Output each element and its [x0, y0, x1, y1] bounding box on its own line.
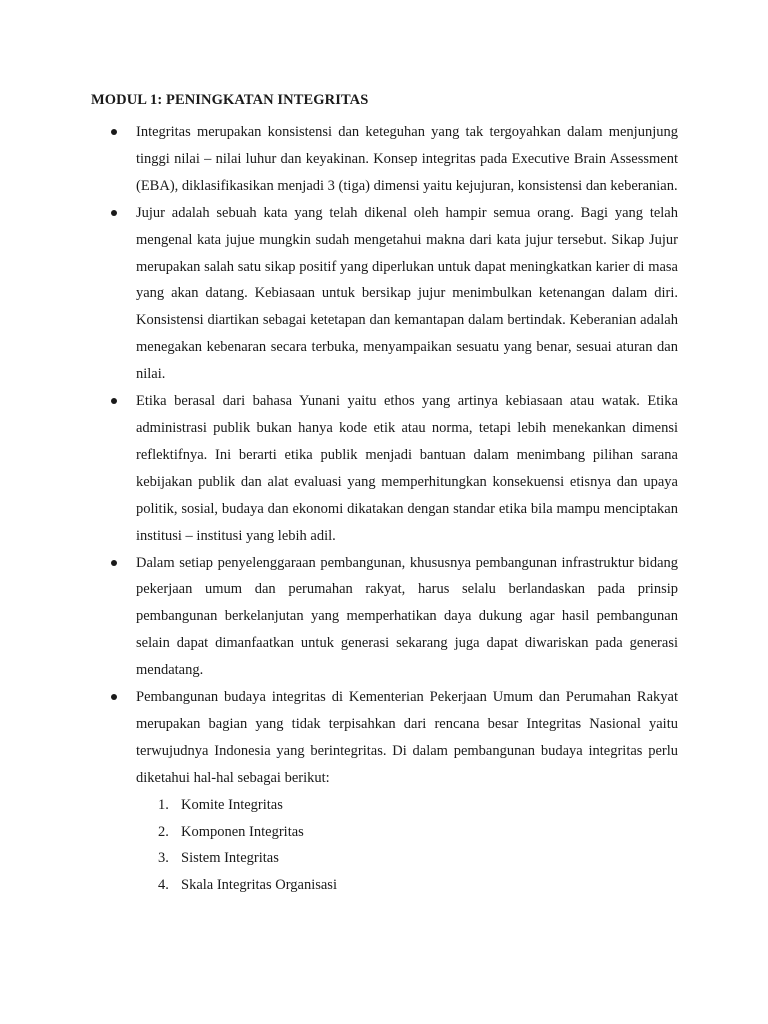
- paragraph-text: Pembangunan budaya integritas di Kementerian Pekerjaan Umum dan Perumahan Rakyat merupakan bagian yang tidak terpisahkan dari rencana besar Integritas Nasional yaitu terwujudnya Indonesia yang berintegritas. Di dalam pembangunan budaya integritas perlu diketahui hal-hal sebagai berikut:: [136, 689, 678, 786]
- bullet-icon: [111, 129, 117, 135]
- numbered-item: [136, 819, 678, 846]
- item-number: 1.: [158, 796, 169, 813]
- bullet-icon: [111, 210, 117, 216]
- list-item: [136, 684, 678, 899]
- bullet-icon: [111, 398, 117, 404]
- paragraph-text: Jujur adalah sebuah kata yang telah dikenal oleh hampir semua orang. Bagi yang telah mengenal kata jujue mungkin sudah mengetahui makna dari kata jujur tersebut. Sikap Jujur merupakan salah satu sikap positif yang diperlukan untuk dapat meningkatkan karier di masa yang akan datang. Kebiasaan untuk bersikap jujur menimbulkan ketenangan dalam diri. Konsistensi diartikan sebagai ketetapan dan kemantapan dalam bertindak. Keberanian adalah menegakan kebenaran secara terbuka, menyampaikan sesuatu yang benar, sesuai aturan dan nilai.: [136, 204, 678, 383]
- paragraph-text: Etika berasal dari bahasa Yunani yaitu ethos yang artinya kebiasaan atau watak. Etika administrasi publik bukan hanya kode etik atau norma, tetapi lebih menekankan dimensi reflektifnya. Ini berarti etika publik menjadi bantuan dalam menimbang pilihan sarana kebijakan publik dan alat evaluasi yang memperhitungkan konsekuensi etisnya dan upaya politik, sosial, budaya dan ekonomi dikatakan dengan standar etika bila mampu menciptakan institusi – institusi yang lebih adil.: [136, 393, 678, 544]
- bullet-list: [0, 119, 768, 899]
- numbered-item: [136, 872, 678, 899]
- bullet-icon: [111, 694, 117, 700]
- item-text: Skala Integritas Organisasi: [181, 877, 337, 894]
- item-text: Sistem Integritas: [181, 850, 279, 867]
- list-item: [136, 200, 678, 388]
- page-title: MODUL 1: PENINGKATAN INTEGRITAS: [91, 92, 369, 108]
- bullet-icon: [111, 560, 117, 566]
- paragraph-text: Dalam setiap penyelenggaraan pembangunan, khususnya pembangunan infrastruktur bidang pekerjaan umum dan perumahan rakyat, harus selalu berlandaskan pada prinsip pembangunan berkelanjutan yang memperhatikan daya dukung agar hasil pembangunan selain dapat dimanfaatkan untuk generasi sekarang juga dapat diwariskan pada generasi mendatang.: [136, 554, 678, 679]
- list-item: [136, 388, 678, 549]
- list-item: [136, 550, 678, 685]
- item-text: Komite Integritas: [181, 796, 283, 813]
- item-number: 2.: [158, 823, 169, 840]
- numbered-list: [136, 792, 678, 900]
- numbered-item: [136, 845, 678, 872]
- paragraph-text: Integritas merupakan konsistensi dan keteguhan yang tak tergoyahkan dalam menjunjung tinggi nilai – nilai luhur dan keyakinan. Konsep integritas pada Executive Brain Assessment (EBA), diklasifikasikan menjadi 3 (tiga) dimensi yaitu kejujuran, konsistensi dan keberanian.: [136, 124, 678, 194]
- list-item: [136, 119, 678, 200]
- item-text: Komponen Integritas: [181, 823, 304, 840]
- item-number: 4.: [158, 877, 169, 894]
- numbered-item: [136, 792, 678, 819]
- item-number: 3.: [158, 850, 169, 867]
